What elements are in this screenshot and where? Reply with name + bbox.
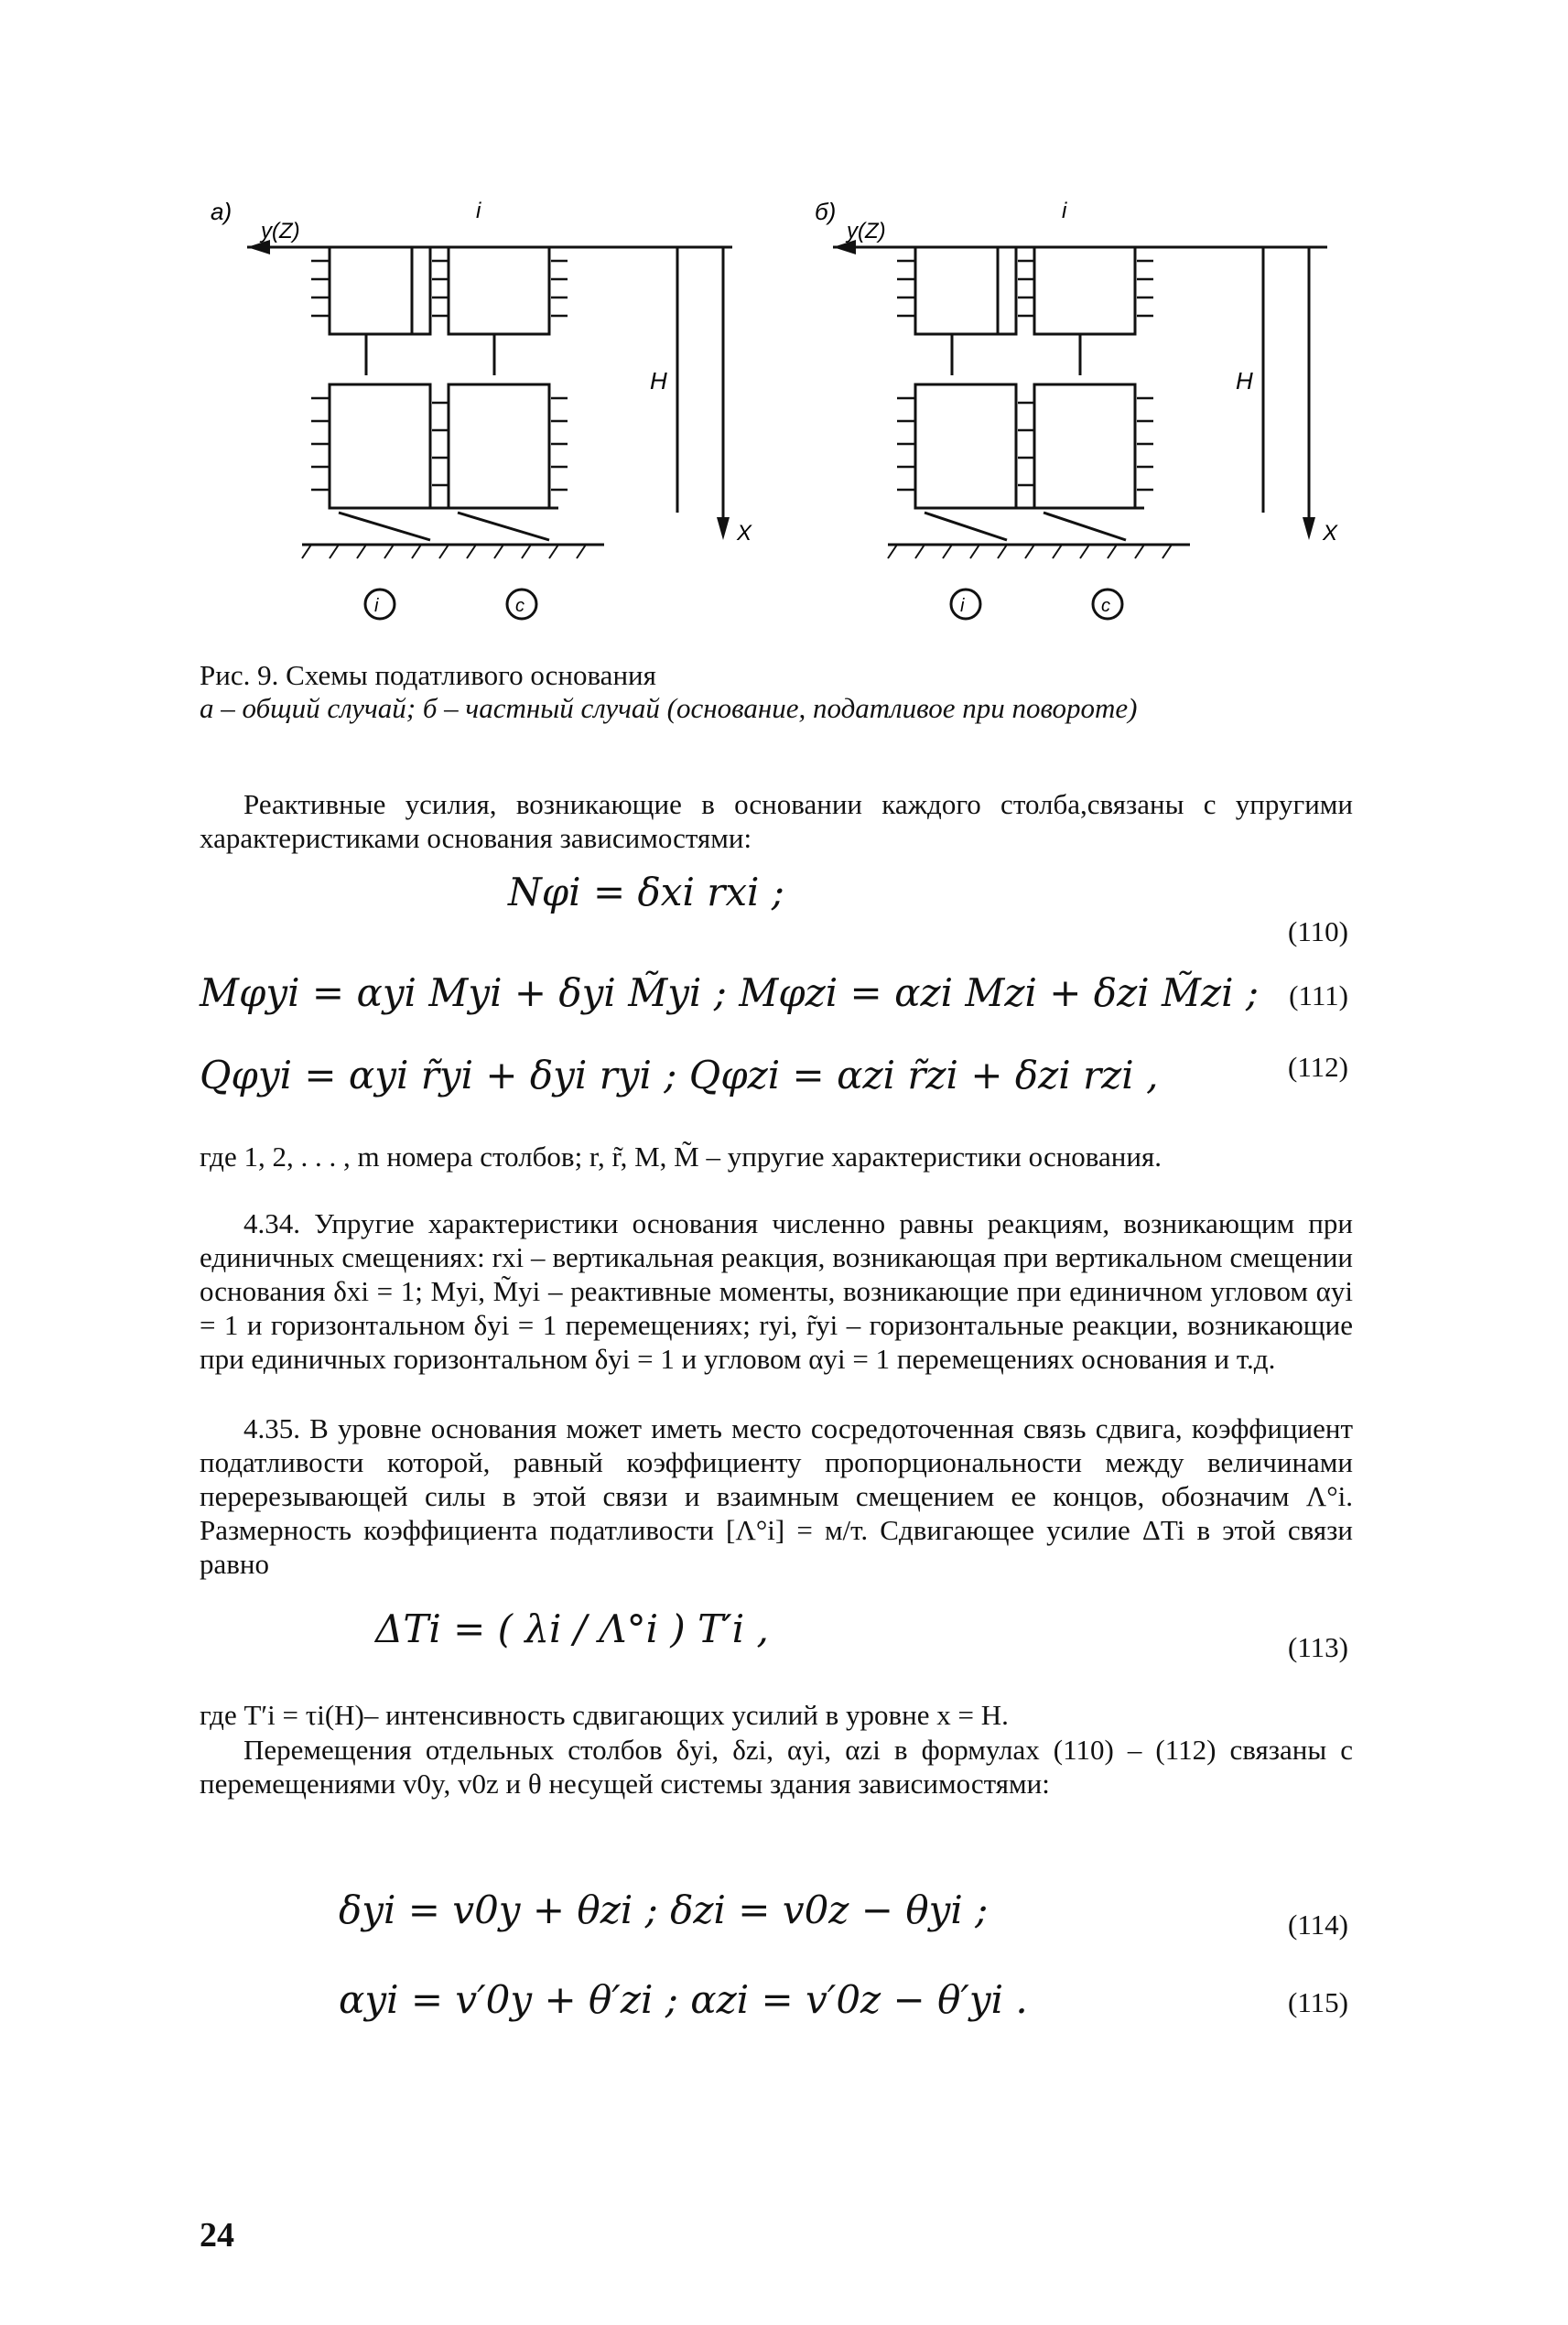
equation-number-111: (111)	[1289, 979, 1348, 1011]
panel-a-label: а)	[211, 198, 232, 225]
equation-number-115: (115)	[1288, 1986, 1348, 2018]
column-label-b: i	[1062, 199, 1067, 223]
schematic-diagram	[183, 192, 1373, 650]
paragraph-4: 4.35. В уровне основания может иметь место сосредоточенная связь сдвига, коэффициент податливости которой, равный коэффициенту пропорциональности между величинами перерезывающей силы в этой связи и взаимным смещением ее концов, обозначим Λ°i. Размерность коэффициента податливости [Λ°i] = м/т. Сдвигающее усилие ΔTi в этой связи равно	[200, 1412, 1353, 1580]
paragraph-3: 4.34. Упругие характеристики основания численно равны реакциям, возникающим при единичных смещениях: rxi – вертикальная реакция, возникающая при вертикальном смещении основания δxi = 1; Myi, M̃yi – реактивные моменты, возникающие при единичном угловом αyi = 1 и горизонтальном δyi = 1 перемещениях; ryi, r̃yi – горизонтальные реакции, возникающие при единичных горизонтальном δyi = 1 и угловом αyi = 1 перемещениях основания и т.д.	[200, 1207, 1353, 1375]
axis-y-label-b: y(Z)	[847, 219, 886, 243]
page-number: 24	[200, 2216, 234, 2255]
marker-c-a: c	[515, 596, 524, 616]
figure-caption	[200, 659, 1371, 725]
panel-b-label: б)	[815, 198, 837, 225]
axis-x-label-b: X	[1323, 521, 1338, 546]
axis-x-label-a: X	[737, 521, 752, 546]
formula-113: ΔTi = ( λi / Λ°i ) T′i ,	[375, 1606, 769, 1651]
marker-i-a: i	[374, 596, 379, 616]
equation-number-112: (112)	[1288, 1051, 1348, 1083]
formula-115: αyi = v′0y + θ′zi ; αzi = v′0z − θ′yi .	[339, 1977, 1028, 2022]
equation-number-110: (110)	[1288, 915, 1348, 947]
caption-subtitle: а – общий случай; б – частный случай (основание, податливое при повороте)	[200, 692, 1138, 724]
height-label-a: H	[650, 367, 667, 395]
caption-title: Рис. 9. Схемы податливого основания	[200, 659, 656, 691]
equation-number-114: (114)	[1288, 1909, 1348, 1941]
formula-110: Nφi = δxi rxi ;	[508, 870, 784, 914]
paragraph-5: где T′i = τi(H)– интенсивность сдвигающих усилий в уровне x = H.	[200, 1699, 1009, 1731]
axis-y-label-a: y(Z)	[261, 219, 300, 243]
formula-112: Qφyi = αyi r̃yi + δyi ryi ; Qφzi = αzi r̃zi + δzi rzi ,	[200, 1053, 1159, 1098]
paragraph-6: Перемещения отдельных столбов δyi, δzi, αyi, αzi в формулах (110) – (112) связаны с перемещениями v0y, v0z и θ несущей системы здания зависимостями:	[200, 1734, 1353, 1800]
paragraph-1: Реактивные усилия, возникающие в основании каждого столба,связаны с упругими характеристиками основания зависимостями:	[200, 788, 1353, 854]
height-label-b: H	[1236, 367, 1253, 395]
figure-9	[183, 192, 1373, 650]
paragraph-2: где 1, 2, . . . , m номера столбов; r, r̃, M, M̃ – упругие характеристики основания.	[200, 1141, 1162, 1173]
column-label-a: i	[476, 199, 481, 223]
equation-number-113: (113)	[1288, 1631, 1348, 1663]
formula-114: δyi = v0y + θzi ; δzi = v0z − θyi ;	[339, 1887, 989, 1932]
formula-111: Mφyi = αyi Myi + δyi M̃yi ; Mφzi = αzi Mzi + δzi M̃zi ;	[200, 970, 1260, 1015]
marker-i-b: i	[960, 596, 965, 616]
marker-c-b: c	[1101, 596, 1110, 616]
